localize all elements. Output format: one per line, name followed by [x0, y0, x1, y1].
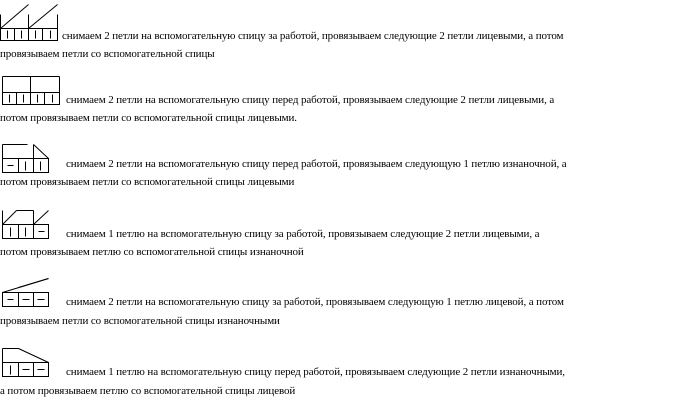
legend-entry-1 — [0, 0, 699, 62]
legend-description: снимаем 1 петлю на вспомогательную спицу за работой, провязываем следующие 2 петли лицевыми, а — [66, 228, 540, 240]
cable-2-1-back-purl-icon — [2, 274, 50, 308]
legend-entry-2 — [0, 70, 699, 132]
legend-description-continued: потом провязываем петли со вспомогательной спицы лицевыми — [0, 176, 295, 188]
cable-1-2-front-purl-icon — [2, 342, 50, 378]
legend-description-continued: а потом провязываем петлю со вспомогательной спицы лицевой — [0, 385, 296, 397]
legend-description-continued: потом провязываем петлю со вспомогательной спицы изнаночной — [0, 246, 304, 258]
legend-description: снимаем 2 петли на вспомогательную спицу перед работой, провязываем следующую 1 петлю изнаночной, а — [66, 158, 567, 170]
legend-description-continued: провязываем петли со вспомогательной спицы изнаночными — [0, 315, 280, 327]
legend-description-continued: потом провязываем петли со вспомогательной спицы лицевыми. — [0, 112, 297, 124]
legend-description: снимаем 2 петли на вспомогательную спицу перед работой, провязываем следующие 2 петли лицевыми, а — [66, 94, 555, 106]
legend-description: снимаем 2 петли на вспомогательную спицу за работой, провязываем следующие 2 петли лицевыми, а потом — [62, 30, 564, 42]
legend-entry-3 — [0, 136, 699, 198]
cable-2-2-front-icon — [2, 72, 60, 106]
cable-2-2-back-icon — [0, 4, 58, 42]
cable-2-1-front-purl-icon — [2, 140, 50, 174]
legend-entry-6 — [0, 340, 699, 402]
legend-entry-5 — [0, 270, 699, 332]
legend-entry-4 — [0, 202, 699, 264]
cable-1-2-back-purl-icon — [2, 206, 50, 240]
legend-description-continued: провязываем петли со вспомогательной спицы — [0, 48, 215, 60]
legend-description: снимаем 1 петлю на вспомогательную спицу перед работой, провязываем следующие 2 петли изнаночными, — [66, 366, 565, 378]
legend-description: снимаем 2 петли на вспомогательную спицу за работой, провязываем следующую 1 петлю лицевой, а потом — [66, 296, 564, 308]
